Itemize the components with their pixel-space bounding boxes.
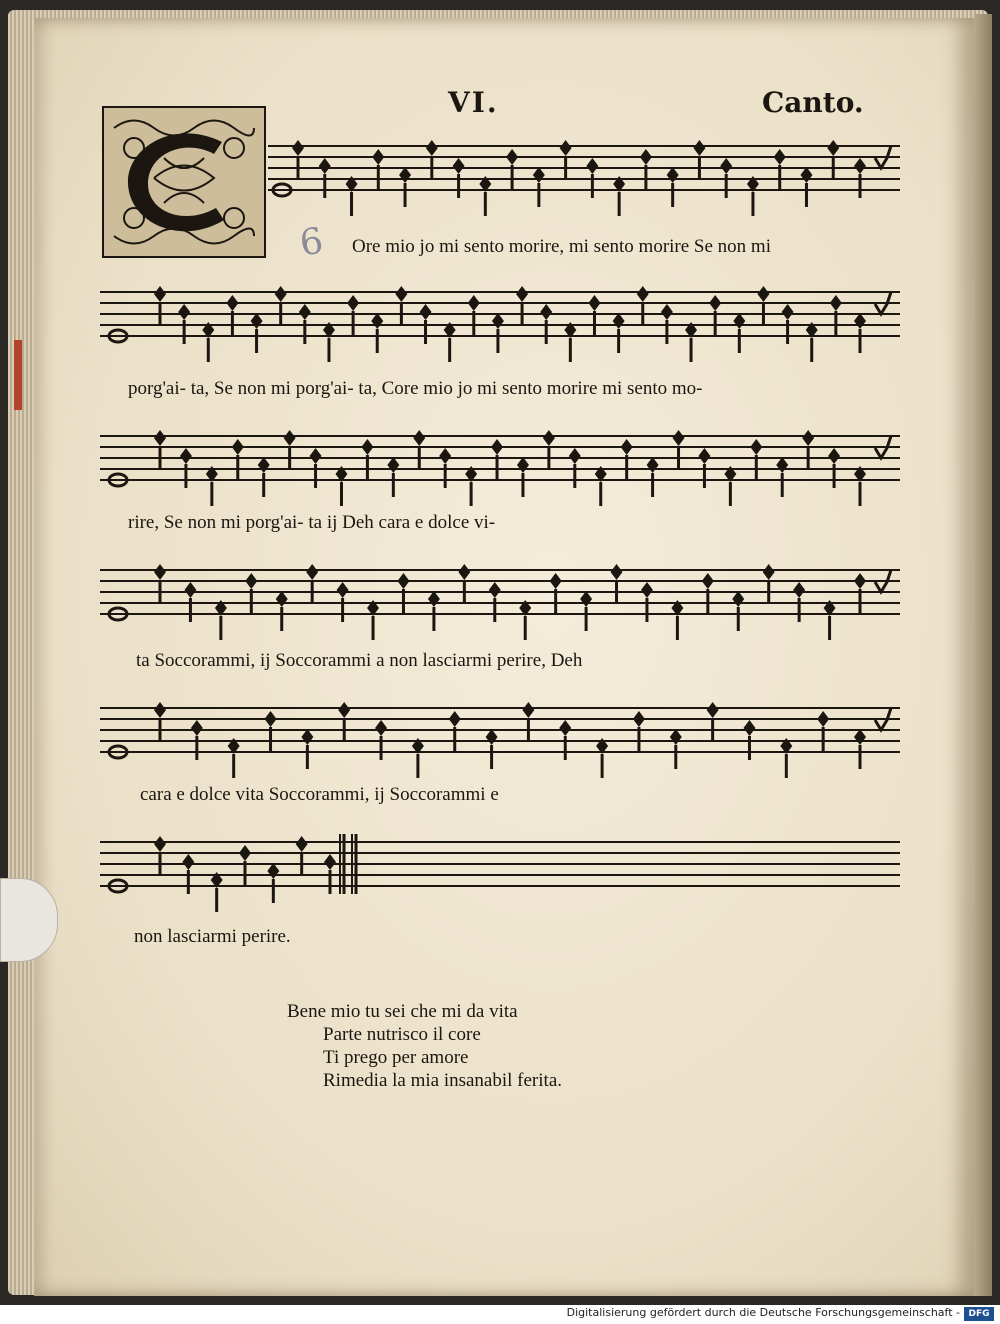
music-staff-2 — [100, 284, 900, 342]
note-head — [296, 836, 308, 852]
lyric-line-5: cara e dolce vita Soccorammi, ij Soccorammi e — [140, 784, 499, 805]
note-head — [560, 140, 572, 156]
lyric-line-6: non lasciarmi perire. — [134, 926, 291, 947]
note-head — [641, 582, 653, 598]
note-head — [732, 591, 744, 607]
note-head — [426, 140, 438, 156]
lyric-line-4: ta Soccorammi, ij Soccorammi a non lasciarmi perire, Deh — [136, 650, 583, 671]
staff-1-notation — [268, 138, 900, 196]
note-head — [395, 286, 407, 302]
note-head — [516, 286, 528, 302]
lyric-line-2: porg'ai- ta, Se non mi porg'ai- ta, Core mio jo mi sento morire mi sento mo- — [128, 378, 703, 399]
note-head — [673, 430, 685, 446]
note-head — [489, 582, 501, 598]
note-head — [267, 863, 279, 879]
staff-5-notation — [100, 700, 900, 758]
lyric-line-3: rire, Se non mi porg'ai- ta ij Deh cara e dolce vi- — [128, 512, 496, 533]
note-head — [707, 702, 719, 718]
note-head — [757, 286, 769, 302]
note-head — [184, 582, 196, 598]
note-head — [661, 304, 673, 320]
note-head — [371, 313, 383, 329]
digitization-footer — [0, 1305, 1000, 1324]
note-head — [540, 304, 552, 320]
note-head — [733, 313, 745, 329]
staff-6-notation — [100, 834, 900, 892]
note-head — [154, 836, 166, 852]
note-head — [439, 448, 451, 464]
note-head — [275, 286, 287, 302]
note-head — [854, 729, 866, 745]
note-head — [517, 457, 529, 473]
note-head — [375, 720, 387, 736]
pencil-annotation: 6 — [297, 220, 326, 265]
note-head — [310, 448, 322, 464]
note-head — [793, 582, 805, 598]
note-head — [276, 591, 288, 607]
staff-4-notation — [100, 562, 900, 620]
music-staff-1 — [268, 138, 900, 196]
note-head — [324, 854, 336, 870]
note-head — [458, 564, 470, 580]
note-head — [776, 457, 788, 473]
decorated-initial-c — [102, 106, 266, 258]
note-head — [854, 313, 866, 329]
note-head — [191, 720, 203, 736]
note-head — [802, 430, 814, 446]
note-head — [743, 720, 755, 736]
note-head — [292, 140, 304, 156]
note-head — [611, 564, 623, 580]
dfg-logo: DFG — [964, 1307, 994, 1321]
note-head — [647, 457, 659, 473]
note-head — [637, 286, 649, 302]
note-head — [693, 140, 705, 156]
poem-stanza — [287, 1000, 562, 1092]
note-head — [154, 702, 166, 718]
poem-line-2: Parte nutrisco il core — [323, 1024, 481, 1045]
note-head — [251, 313, 263, 329]
note-head — [559, 720, 571, 736]
voice-part-title: Canto. — [762, 86, 864, 119]
note-head — [154, 564, 166, 580]
note-head — [154, 430, 166, 446]
note-head — [319, 158, 331, 174]
funding-credit: Digitalisierung gefördert durch die Deutsche Forschungsgemeinschaft - — [566, 1306, 960, 1319]
music-staff-3 — [100, 428, 900, 486]
note-head — [299, 304, 311, 320]
music-staff-5 — [100, 700, 900, 758]
music-staff-6 — [100, 834, 900, 892]
note-head — [543, 430, 555, 446]
note-head — [533, 167, 545, 183]
note-head — [399, 167, 411, 183]
note-head — [258, 457, 270, 473]
note-head — [492, 313, 504, 329]
binding-edge — [974, 14, 992, 1296]
note-head — [586, 158, 598, 174]
note-head — [828, 448, 840, 464]
lyric-line-1: Ore mio jo mi sento morire, mi sento morire Se non mi — [352, 236, 771, 257]
note-head — [827, 140, 839, 156]
note-head — [667, 167, 679, 183]
note-head — [763, 564, 775, 580]
red-page-marker — [14, 340, 22, 410]
note-head — [800, 167, 812, 183]
note-head — [854, 158, 866, 174]
note-head — [670, 729, 682, 745]
note-head — [413, 430, 425, 446]
note-head — [782, 304, 794, 320]
note-head — [180, 448, 192, 464]
note-head — [613, 313, 625, 329]
note-head — [420, 304, 432, 320]
note-head — [522, 702, 534, 718]
note-head — [284, 430, 296, 446]
note-head — [178, 304, 190, 320]
note-head — [698, 448, 710, 464]
staff-3-notation — [100, 428, 900, 486]
poem-line-4: Rimedia la mia insanabil ferita. — [323, 1070, 563, 1091]
note-head — [453, 158, 465, 174]
note-head — [428, 591, 440, 607]
music-staff-4 — [100, 562, 900, 620]
note-head — [486, 729, 498, 745]
note-head — [720, 158, 732, 174]
note-head — [337, 582, 349, 598]
note-head — [338, 702, 350, 718]
note-head — [182, 854, 194, 870]
note-head — [301, 729, 313, 745]
note-head — [580, 591, 592, 607]
poem-line-1: Bene mio tu sei che mi da vita — [287, 1001, 518, 1022]
piece-number: VI. — [448, 86, 499, 119]
poem-line-3: Ti prego per amore — [323, 1047, 469, 1068]
note-head — [387, 457, 399, 473]
note-head — [306, 564, 318, 580]
note-head — [569, 448, 581, 464]
note-head — [154, 286, 166, 302]
staff-2-notation — [100, 284, 900, 342]
